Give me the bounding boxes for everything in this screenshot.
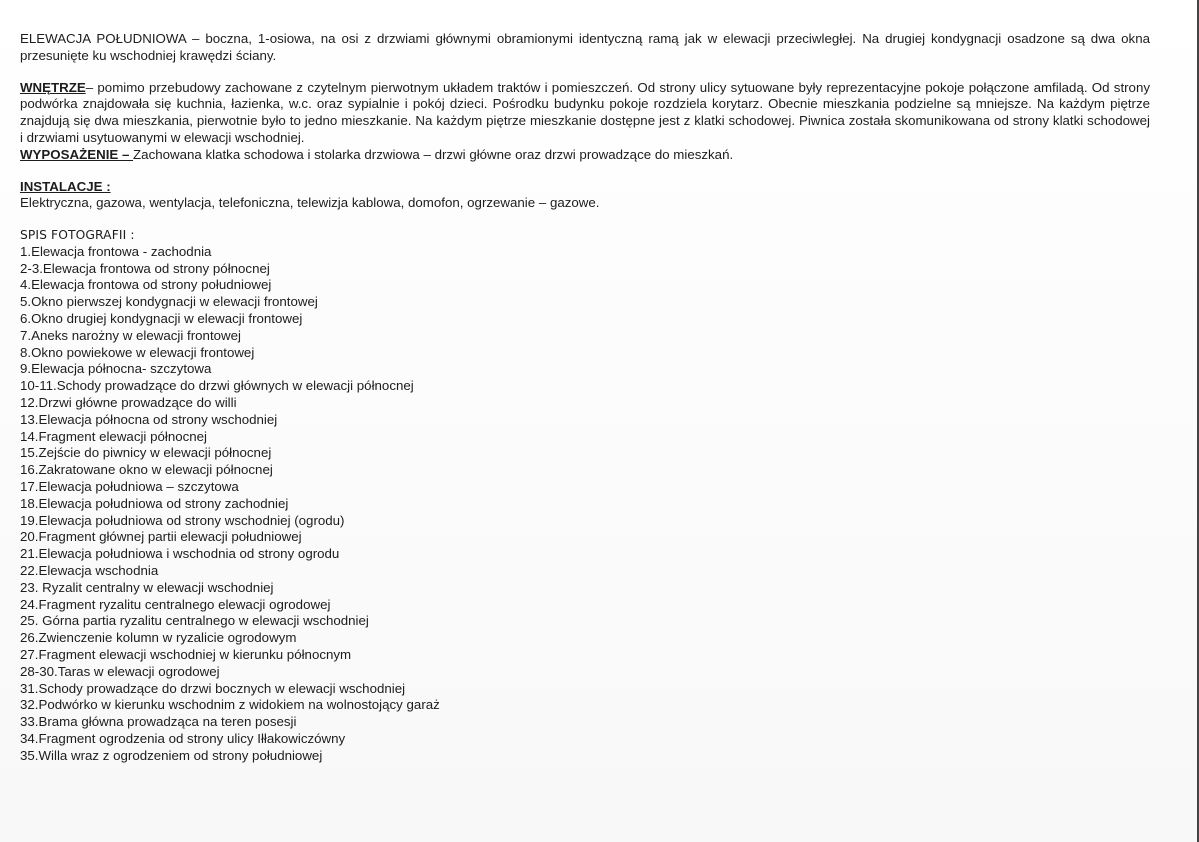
photo-list-item: 4.Elewacja frontowa od strony południowej (20, 277, 272, 293)
photo-list-item: 33.Brama główna prowadząca na teren posesji (20, 714, 297, 730)
wnetrze-heading: WNĘTRZE (20, 79, 86, 95)
wyposazenie-heading: WYPOSAŻENIE – (20, 146, 134, 162)
photo-list-title: SPIS FOTOGRAFII : (20, 228, 135, 243)
photo-list-item: 14.Fragment elewacji północnej (20, 428, 208, 444)
photo-list-item: 15.Zejście do piwnicy w elewacji północnej (20, 445, 272, 461)
photo-list-item: 35.Willa wraz z ogrodzeniem od strony południowej (20, 747, 323, 763)
photo-list-item: 34.Fragment ogrodzenia od strony ulicy Iłłakowiczówny (20, 730, 346, 746)
photo-list-item: 2-3.Elewacja frontowa od strony północnej (20, 260, 270, 276)
paragraph-elewacja-poludniowa: ELEWACJA POŁUDNIOWA – boczna, 1-osiowa, na osi z drzwiami głównymi obramionymi identyczną ramą jak w elewacji przeciwległej. Na drugiej kondygnacji osadzone są dwa okna przesunięte ku wschodniej krawędzi ściany. (20, 31, 1150, 63)
photo-list-item: 22.Elewacja wschodnia (20, 563, 159, 579)
photo-list-item: 20.Fragment głównej partii elewacji południowej (20, 529, 302, 545)
photo-list-item: 8.Okno powiekowe w elewacji frontowej (20, 344, 255, 360)
instalacje-heading: INSTALACJE : (20, 178, 111, 194)
wyposazenie-text: Zachowana klatka schodowa i stolarka drzwiowa – drzwi główne oraz drzwi prowadzące do mieszkań. (133, 146, 734, 162)
paragraph-wyposazenie (20, 147, 1150, 164)
photo-list-item: 1.Elewacja frontowa - zachodnia (20, 243, 212, 259)
document-content (20, 31, 1150, 765)
photo-list-item: 12.Drzwi główne prowadzące do willi (20, 395, 237, 411)
photo-list-item: 17.Elewacja południowa – szczytowa (20, 479, 239, 495)
photo-list-item: 25. Górna partia ryzalitu centralnego w elewacji wschodniej (20, 613, 369, 629)
photo-list-item: 23. Ryzalit centralny w elewacji wschodniej (20, 579, 274, 595)
photo-list-item: 18.Elewacja południowa od strony zachodniej (20, 495, 289, 511)
photo-list-item: 31.Schody prowadzące do drzwi bocznych w elewacji wschodniej (20, 680, 406, 696)
photo-list-item: 28-30.Taras w elewacji ogrodowej (20, 663, 220, 679)
spacer (20, 212, 1150, 227)
photo-list-item: 5.Okno pierwszej kondygnacji w elewacji frontowej (20, 294, 318, 310)
wnetrze-text: – pomimo przebudowy zachowane z czytelnym pierwotnym układem traktów i pomieszczeń. Od strony ulicy sytuowane były reprezentacyjne pokoje połączone amfiladą. Od strony podwórka znajdowała się kuchnia, łazienka, w.c. oraz sypialnie i pokój dzieci. Pośrodku budynku pokoje rozdziela korytarz. Obecnie mieszkania podzielne są mniejsze. Na każdym piętrze znajdują się dwa mieszkania, pierwotnie było to jedno mieszkanie. Na każdym piętrze mieszkanie dostępne jest z klatki schodowej. Piwnica została skomunikowana od strony klatki schodowej i drzwiami usytuowanymi w elewacji wschodniej. (20, 79, 1150, 145)
spacer (20, 65, 1150, 80)
photo-list-item: 27.Fragment elewacji wschodniej w kierunku północnym (20, 647, 352, 662)
photo-list-item: 13.Elewacja północna od strony wschodniej (20, 411, 278, 427)
photo-list-item: 10-11.Schody prowadzące do drzwi głównych w elewacji północnej (20, 378, 414, 394)
photo-list-item: 9.Elewacja północna- szczytowa (20, 361, 212, 377)
instalacje-text: Elektryczna, gazowa, wentylacja, telefoniczna, telewizja kablowa, domofon, ogrzewanie – gazowe. (20, 195, 600, 211)
photo-list-item: 16.Zakratowane okno w elewacji północnej (20, 462, 273, 478)
photo-list-item: 21.Elewacja południowa i wschodnia od strony ogrodu (20, 546, 340, 562)
photo-list (20, 244, 1150, 765)
spacer (20, 164, 1150, 179)
photo-list-item: 24.Fragment ryzalitu centralnego elewacji ogrodowej (20, 596, 331, 612)
paragraph-wnetrze (20, 80, 1150, 147)
photo-list-item: 6.Okno drugiej kondygnacji w elewacji frontowej (20, 311, 303, 327)
photo-list-item: 19.Elewacja południowa od strony wschodniej (ogrodu) (20, 512, 345, 528)
photo-list-item: 7.Aneks narożny w elewacji frontowej (20, 327, 241, 343)
photo-list-item: 32.Podwórko w kierunku wschodnim z widokiem na wolnostojący garaż (20, 697, 440, 713)
photo-list-item: 26.Zwienczenie kolumn w ryzalicie ogrodowym (20, 630, 297, 646)
